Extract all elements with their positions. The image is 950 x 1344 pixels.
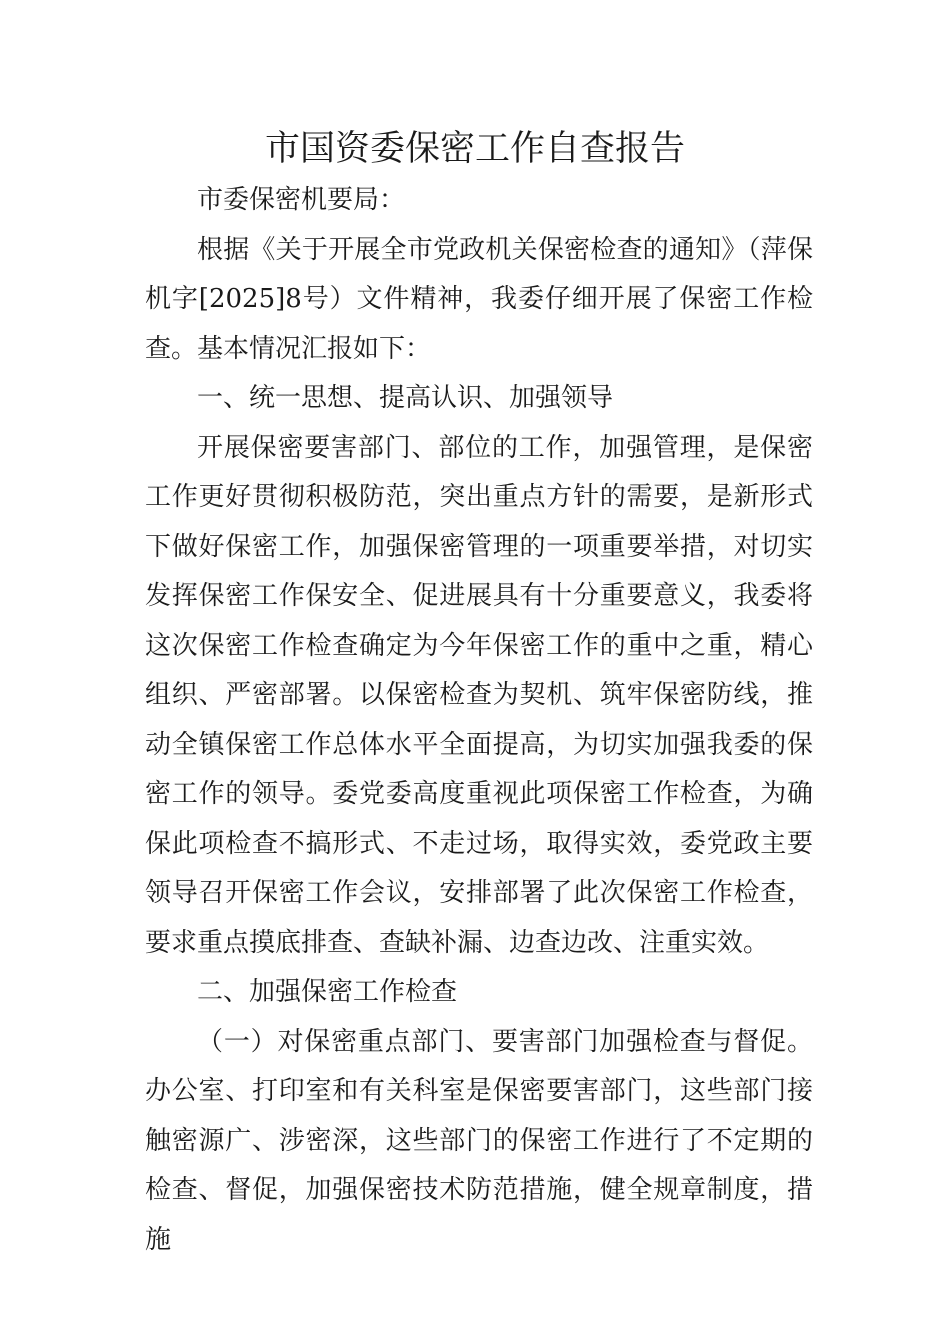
body-paragraph: 开展保密要害部门、部位的工作，加强管理，是保密工作更好贯彻积极防范，突出重点方针的需要，是新形式下做好保密工作，加强保密管理的一项重要举措，对切实发挥保密工作保安全、促进展具有十分重要意义，我委将这次保密工作检查确定为今年保密工作的重中之重，精心组织、严密部署。以保密检查为契机、筑牢保密防线，推动全镇保密工作总体水平全面提高，为切实加强我委的保密工作的领导。委党委高度重视此项保密工作检查，为确保此项检查不搞形式、不走过场，取得实效，委党政主要领导召开保密工作会议，安排部署了此次保密工作检查，要求重点摸底排查、查缺补漏、边查边改、注重实效。	[145, 432, 813, 958]
intro-paragraph: 根据《关于开展全市党政机关保密检查的通知》（萍保机字[2025]8号）文件精神，我委仔细开展了保密工作检查。基本情况汇报如下：	[145, 234, 813, 364]
section-heading-1: 一、统一思想、提高认识、加强领导	[197, 383, 614, 413]
salutation: 市委保密机要局：	[197, 185, 406, 215]
document-title: 市国资委保密工作自查报告	[264, 129, 685, 169]
body-paragraph: （一）对保密重点部门、要害部门加强检查与督促。办公室、打印室和有关科室是保密要害部门，这些部门接触密源广、涉密深，这些部门的保密工作进行了不定期的检查、督促，加强保密技术防范措施，健全规章制度，措施	[145, 1026, 813, 1255]
document-body	[145, 176, 813, 1265]
section-heading-2: 二、加强保密工作检查	[197, 977, 458, 1007]
